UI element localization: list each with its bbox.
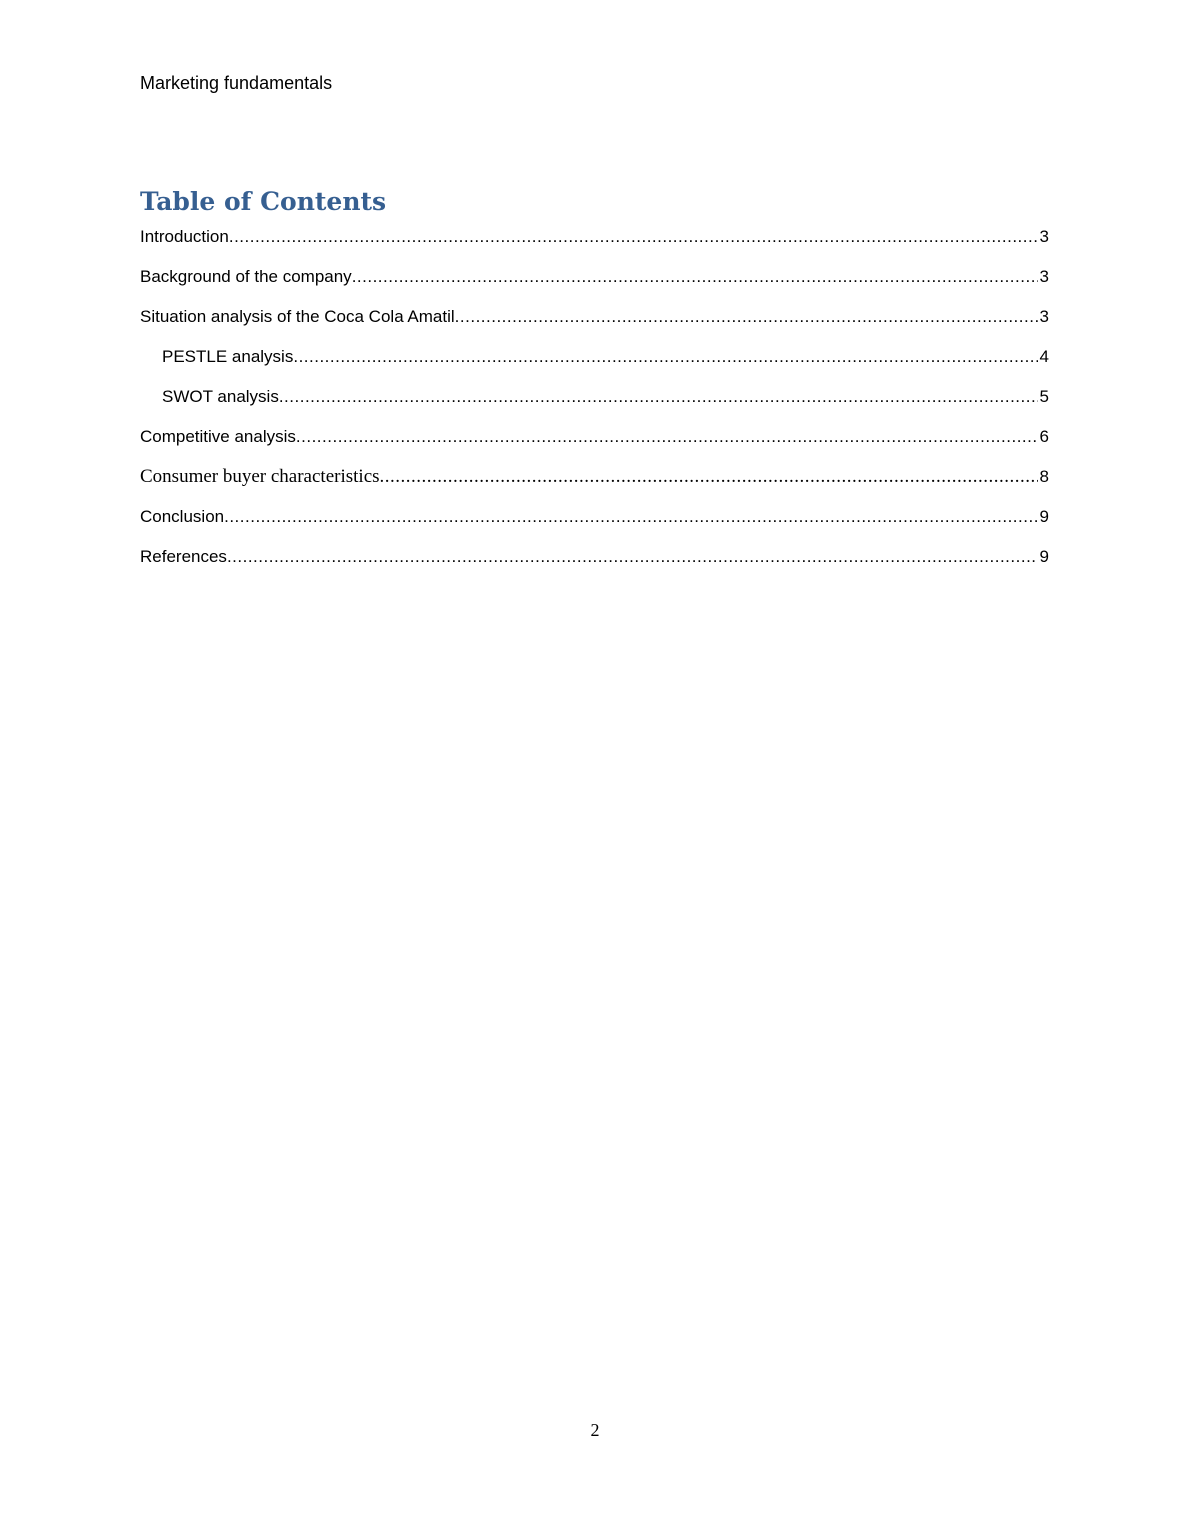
toc-entry-page: 5 xyxy=(1039,387,1049,406)
toc-entry-label: Situation analysis of the Coca Cola Amatil xyxy=(140,307,455,326)
page-number: 2 xyxy=(590,1420,600,1440)
toc-entry-page: 6 xyxy=(1039,427,1049,446)
toc-dot-leader xyxy=(352,265,1038,289)
toc-entry-page: 3 xyxy=(1039,267,1049,286)
toc-dot-leader xyxy=(224,505,1037,529)
toc-dot-leader xyxy=(227,545,1038,569)
toc-entry-label: Consumer buyer characteristics xyxy=(140,466,380,487)
toc-entry-label: SWOT analysis xyxy=(162,387,279,406)
toc-dot-leader xyxy=(229,225,1038,249)
toc-entry-label: References xyxy=(140,547,227,566)
table-of-contents xyxy=(140,225,1049,585)
running-header: Marketing fundamentals xyxy=(140,73,333,93)
toc-entry-references[interactable] xyxy=(140,545,1049,585)
toc-entry-page: 9 xyxy=(1039,547,1049,566)
toc-heading: Table of Contents xyxy=(140,187,387,216)
toc-entry-label: Conclusion xyxy=(140,507,225,526)
toc-entry-page: 9 xyxy=(1039,507,1049,526)
toc-entry-page: 3 xyxy=(1039,307,1049,326)
toc-entry-page: 4 xyxy=(1039,347,1049,366)
toc-dot-leader xyxy=(279,385,1038,409)
toc-entry-swot[interactable] xyxy=(140,385,1049,425)
toc-entry-label: Background of the company xyxy=(140,267,352,286)
toc-entry-competitive-analysis[interactable] xyxy=(140,425,1049,465)
toc-entry-label: Introduction xyxy=(140,227,229,246)
toc-entry-consumer-buyer[interactable] xyxy=(140,465,1049,505)
toc-entry-page: 8 xyxy=(1039,467,1049,486)
toc-entry-background[interactable] xyxy=(140,265,1049,305)
toc-entry-page: 3 xyxy=(1039,227,1049,246)
toc-dot-leader xyxy=(455,305,1038,329)
toc-dot-leader xyxy=(296,425,1038,449)
toc-dot-leader xyxy=(380,465,1038,489)
toc-entry-situation-analysis[interactable] xyxy=(140,305,1049,345)
toc-entry-pestle[interactable] xyxy=(140,345,1049,385)
toc-dot-leader xyxy=(293,345,1037,369)
toc-entry-introduction[interactable] xyxy=(140,225,1049,265)
toc-entry-label: PESTLE analysis xyxy=(162,347,294,366)
toc-entry-conclusion[interactable] xyxy=(140,505,1049,545)
toc-entry-label: Competitive analysis xyxy=(140,427,296,446)
